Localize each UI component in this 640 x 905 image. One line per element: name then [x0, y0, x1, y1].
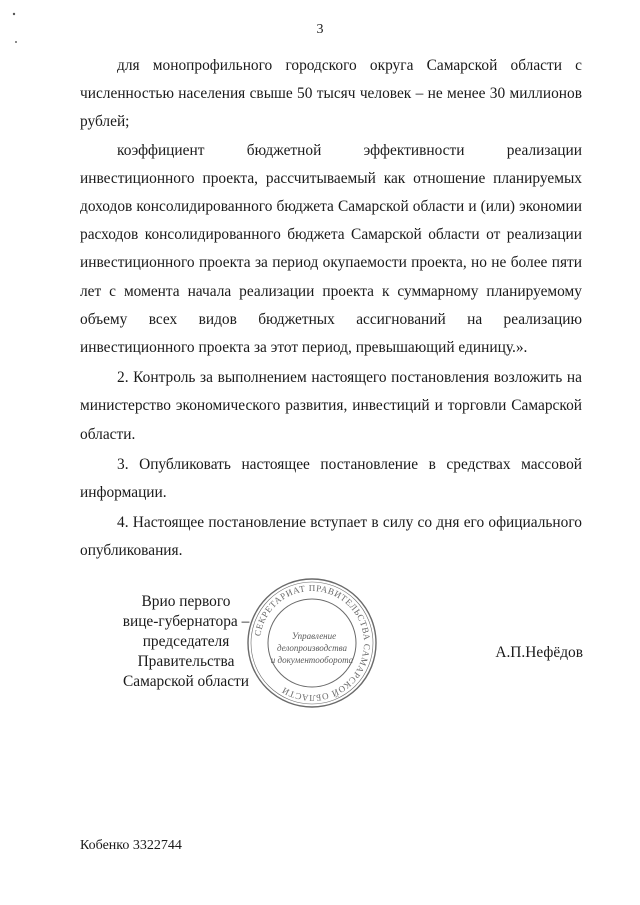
- stamp-center-line-3: и документооборота: [270, 655, 354, 665]
- page-number: 3: [316, 22, 324, 37]
- position-line-2: вице-губернатора –: [122, 613, 250, 630]
- executor-footer: Кобенко 3322744: [80, 838, 182, 853]
- official-stamp: [244, 575, 380, 711]
- position-line-1: Врио первого: [141, 593, 231, 610]
- paragraph-3: 2. Контроль за выполнением настоящего постановления возложить на министерство экономического развития, инвестиций и торговли Самарской области.: [80, 369, 582, 443]
- paragraph-1: для монопрофильного городского округа Самарской области с численностью населения свыше 50 тысяч человек – не менее 30 миллионов рублей;: [80, 57, 582, 131]
- paragraph-4: 3. Опубликовать настоящее постановление в средствах массовой информации.: [80, 455, 582, 502]
- stamp-center-line-1: Управление: [291, 631, 337, 641]
- position-line-4: Самарской области: [122, 673, 249, 690]
- document-body: [80, 52, 582, 566]
- signer-name: А.П.Нефёдов: [495, 644, 583, 661]
- stamp-ring-text: СЕКРЕТАРИАТ ПРАВИТЕЛЬСТВА САМАРСКОЙ ОБЛАСТИ: [252, 582, 373, 704]
- position-line-3: председателя Правительства: [137, 633, 235, 670]
- paragraph-2: коэффициент бюджетной эффективности реализации инвестиционного проекта, рассчитываемый как отношение планируемых доходов консолидированного бюджета Самарской области и (или) экономии расходов консолидированного бюджета Самарской области от реализации инвестиционного проекта за период окупаемости проекта, но не более пяти лет с момента начала реализации проекта к суммарному планируемому объему всех видов бюджетных ассигнований на реализацию инвестиционного проекта за этот период, превышающий единицу.».: [80, 141, 582, 357]
- paragraph-5: 4. Настоящее постановление вступает в силу со дня его официального опубликования.: [80, 514, 582, 560]
- stamp-center-line-2: делопроизводства: [276, 643, 348, 653]
